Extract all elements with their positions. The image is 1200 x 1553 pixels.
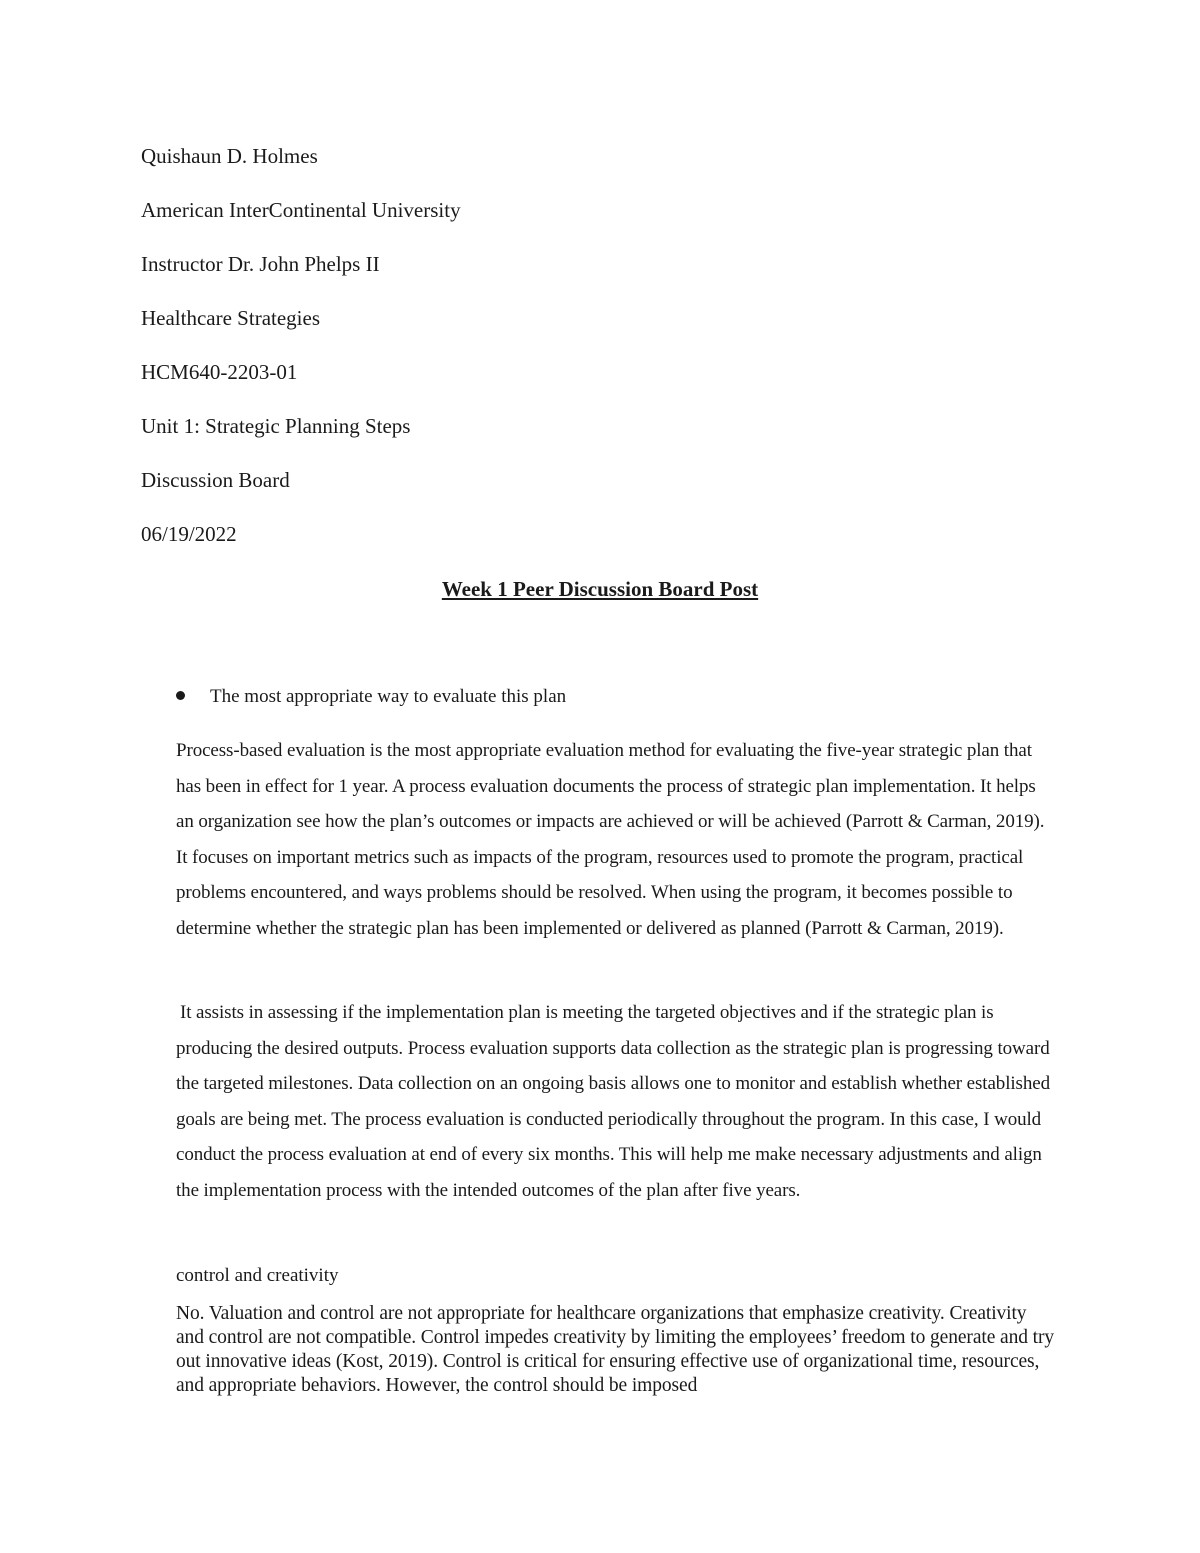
bullet-icon [176, 691, 185, 700]
unit-title: Unit 1: Strategic Planning Steps [141, 414, 411, 438]
course-code: HCM640-2203-01 [141, 360, 298, 384]
assignment-type: Discussion Board [141, 468, 290, 492]
instructor-name: Instructor Dr. John Phelps II [141, 252, 380, 276]
paragraph-process-evaluation: Process-based evaluation is the most appropriate evaluation method for evaluating the five-year strategic plan that has been in effect for 1 year. A process evaluation documents the process of strategic plan implementation. It helps an organization see how the plan’s outcomes or impacts are achieved or will be achieved (Parrott & Carman, 2019). It focuses on important metrics such as impacts of the program, resources used to promote the program, practical problems encountered, and ways problems should be resolved. When using the program, it becomes possible to determine whether the strategic plan has been implemented or delivered as planned (Parrott & Carman, 2019). [176, 740, 1045, 939]
submission-date: 06/19/2022 [141, 522, 237, 546]
university-name: American InterContinental University [141, 198, 461, 222]
bullet-text: The most appropriate way to evaluate this plan [210, 686, 567, 707]
course-name: Healthcare Strategies [141, 306, 320, 330]
subheading-control-creativity: control and creativity [176, 1265, 339, 1286]
bullet-item [176, 685, 566, 709]
paragraph-assessment: It assists in assessing if the implementation plan is meeting the targeted objectives and if the strategic plan is producing the desired outputs. Process evaluation supports data collection as the strategic plan is progressing toward the targeted milestones. Data collection on an ongoing basis allows one to monitor and establish whether established goals are being met. The process evaluation is conducted periodically throughout the program. In this case, I would conduct the process evaluation at end of every six months. This will help me make necessary adjustments and align the implementation process with the intended outcomes of the plan after five years. [176, 1002, 1050, 1201]
author-name: Quishaun D. Holmes [141, 144, 318, 168]
paragraph-control: No. Valuation and control are not appropriate for healthcare organizations that emphasize creativity. Creativity and control are not compatible. Control impedes creativity by limiting the employees’ freedom to generate and try out innovative ideas (Kost, 2019). Control is critical for ensuring effective use of organizational time, resources, and appropriate behaviors. However, the control should be imposed [176, 1303, 1055, 1396]
document-title: Week 1 Peer Discussion Board Post [441, 577, 759, 601]
